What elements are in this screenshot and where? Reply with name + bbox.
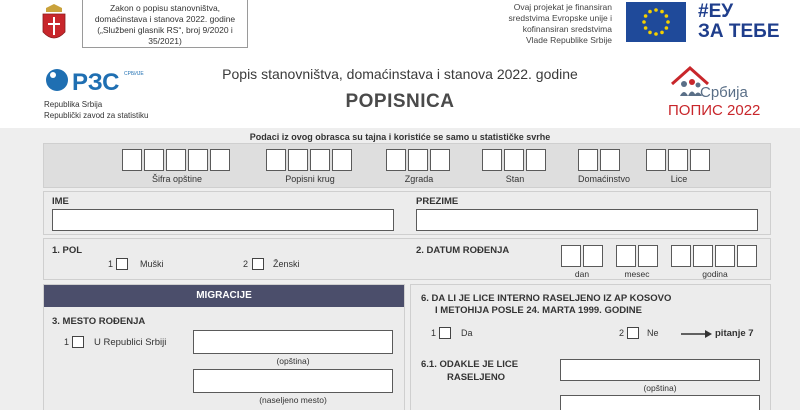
displaced-no-label: Ne (647, 328, 659, 338)
birthplace-municipality-field[interactable] (193, 330, 393, 354)
eu-star-icon (648, 10, 652, 14)
census-logo-country: Србија (700, 84, 748, 101)
option-number: 1 (64, 337, 70, 347)
dob-cell[interactable] (561, 245, 581, 267)
option-number: 2 (619, 328, 625, 338)
dob-cell[interactable] (616, 245, 636, 267)
dob-year-cells (671, 245, 759, 267)
code-cell[interactable] (408, 149, 428, 171)
code-cell[interactable] (266, 149, 286, 171)
code-cell[interactable] (144, 149, 164, 171)
dob-cell[interactable] (583, 245, 603, 267)
municipality-caption: (opština) (276, 356, 310, 366)
eu-star-icon (654, 32, 658, 36)
eu-star-icon (648, 31, 652, 35)
code-group-census-circle (266, 149, 354, 184)
code-cell[interactable] (188, 149, 208, 171)
eu-star-icon (660, 31, 664, 35)
code-cell[interactable] (310, 149, 330, 171)
law-line: domaćinstava i stanova 2022. godine (94, 14, 236, 24)
sex-dob-row (43, 238, 771, 280)
dob-day-caption: dan (574, 269, 590, 279)
form-title: POPISNICA (345, 91, 455, 112)
eu-star-icon (654, 8, 658, 12)
displaced-yes-label: Da (461, 328, 473, 338)
eu-funding-text (442, 2, 612, 46)
law-reference-box (82, 0, 248, 48)
eu-hashtag-logo (698, 2, 780, 42)
code-label: Stan (505, 174, 525, 184)
eu-funding-line: Vlade Republike Srbije (526, 35, 612, 45)
coat-of-arms-icon (40, 2, 68, 46)
eu-funding-line: sredstvima Evropske unije i (508, 13, 612, 23)
code-cell[interactable] (210, 149, 230, 171)
surname-label: PREZIME (416, 196, 459, 207)
dob-cell[interactable] (638, 245, 658, 267)
name-field[interactable] (52, 209, 394, 231)
code-group-person (646, 149, 712, 184)
displaced-no-checkbox[interactable] (627, 327, 639, 339)
code-cell[interactable] (430, 149, 450, 171)
surname-field[interactable] (416, 209, 758, 231)
code-cell[interactable] (504, 149, 524, 171)
code-label: Lice (670, 174, 688, 184)
female-checkbox[interactable] (252, 258, 264, 270)
dob-label: 2. DATUM ROĐENJA (416, 245, 510, 256)
q61-label-line: 6.1. ODAKLE JE LICE (421, 359, 519, 370)
option-number: 1 (108, 259, 114, 269)
code-cell[interactable] (646, 149, 666, 171)
rzs-name (44, 99, 149, 121)
code-label: Zgrada (404, 174, 434, 184)
code-cell[interactable] (332, 149, 352, 171)
code-cell[interactable] (288, 149, 308, 171)
eu-hashtag-line: ЗА ТЕБЕ (698, 21, 780, 42)
sex-label: 1. POL (52, 245, 83, 256)
eu-hashtag-line: #ЕУ (698, 1, 734, 22)
code-cell[interactable] (668, 149, 688, 171)
dob-month-caption: mesec (624, 269, 650, 279)
eu-star-icon (665, 14, 669, 18)
option-number: 2 (243, 259, 249, 269)
displacement-section (410, 284, 771, 410)
dob-month-cells (616, 245, 660, 267)
census-title: Popis stanovništva, domaćinstava i stanova 2022. godine (222, 66, 578, 82)
male-checkbox[interactable] (116, 258, 128, 270)
eu-star-icon (660, 10, 664, 14)
code-group-building (386, 149, 452, 184)
census-logo-year: ПОПИС 2022 (668, 102, 761, 119)
code-label: Popisni krug (285, 174, 335, 184)
q6-label-line: I METOHIJA POSLE 24. MARTA 1999. GODINE (435, 305, 642, 316)
eu-funding-line: kofinansiran sredstvima (522, 24, 612, 34)
birthplace-label: 3. MESTO ROĐENJA (52, 316, 146, 327)
eu-flag-icon (626, 2, 686, 42)
law-line: 35/2021) (148, 36, 182, 46)
dob-cell[interactable] (737, 245, 757, 267)
q6-label-line: 6. DA LI JE LICE INTERNO RASELJENO IZ AP KOSOVO (421, 293, 672, 304)
birthplace-serbia-checkbox[interactable] (72, 336, 84, 348)
female-option-label: Ženski (273, 259, 300, 269)
skip-arrow-icon (681, 329, 713, 339)
option-number: 1 (431, 328, 437, 338)
municipality-caption: (opština) (643, 383, 677, 393)
code-label: Šifra opštine (151, 174, 203, 184)
code-cell[interactable] (122, 149, 142, 171)
code-cell[interactable] (578, 149, 598, 171)
eu-star-icon (665, 26, 669, 30)
dob-day-cells (561, 245, 605, 267)
code-label: Domaćinstvo (578, 174, 631, 184)
code-cell[interactable] (166, 149, 186, 171)
code-cell[interactable] (690, 149, 710, 171)
questionnaire-form (0, 128, 800, 410)
code-group-municipality (122, 149, 232, 184)
rzs-logo (44, 66, 154, 96)
name-row (43, 191, 771, 235)
form-header (0, 0, 800, 128)
identification-codes (43, 143, 771, 188)
dob-cell[interactable] (715, 245, 735, 267)
code-group-apartment (482, 149, 548, 184)
male-option-label: Muški (140, 259, 164, 269)
code-cell[interactable] (482, 149, 502, 171)
code-cell[interactable] (526, 149, 546, 171)
rzs-line: Republika Srbija (44, 100, 103, 109)
birthplace-serbia-label: U Republici Srbiji (94, 337, 167, 348)
law-line: Zakon o popisu stanovništva, (109, 3, 221, 13)
skip-target-label: pitanje 7 (715, 328, 754, 339)
name-label: IME (52, 196, 69, 207)
dob-cell[interactable] (693, 245, 713, 267)
q61-label-line: RASELJENO (447, 372, 506, 383)
migration-header: MIGRACIJE (44, 285, 404, 307)
settlement-caption: (naseljeno mesto) (259, 395, 327, 405)
birthplace-settlement-field[interactable] (193, 369, 393, 393)
svg-text:РЗС: РЗС (72, 69, 120, 96)
law-line: („Službeni glasnik RS“, broj 9/2020 i (97, 25, 233, 35)
eu-star-icon (644, 26, 648, 30)
displaced-yes-checkbox[interactable] (439, 327, 451, 339)
code-cell[interactable] (386, 149, 406, 171)
eu-funding-line: Ovaj projekat je finansiran (513, 2, 612, 12)
migration-section (43, 284, 405, 410)
eu-star-icon (644, 14, 648, 18)
dob-year-caption: godina (702, 269, 728, 279)
displaced-settlement-field[interactable] (560, 395, 760, 410)
eu-star-icon (642, 20, 646, 24)
rzs-line: Republički zavod za statistiku (44, 111, 149, 120)
dob-cell[interactable] (671, 245, 691, 267)
code-cell[interactable] (600, 149, 620, 171)
displaced-municipality-field[interactable] (560, 359, 760, 381)
confidentiality-note: Podaci iz ovog obrasca su tajna i koristiće se samo u statističke svrhe (249, 132, 551, 142)
eu-star-icon (666, 20, 670, 24)
code-group-household (578, 149, 630, 184)
svg-text:СРБИЈЕ: СРБИЈЕ (124, 71, 144, 77)
